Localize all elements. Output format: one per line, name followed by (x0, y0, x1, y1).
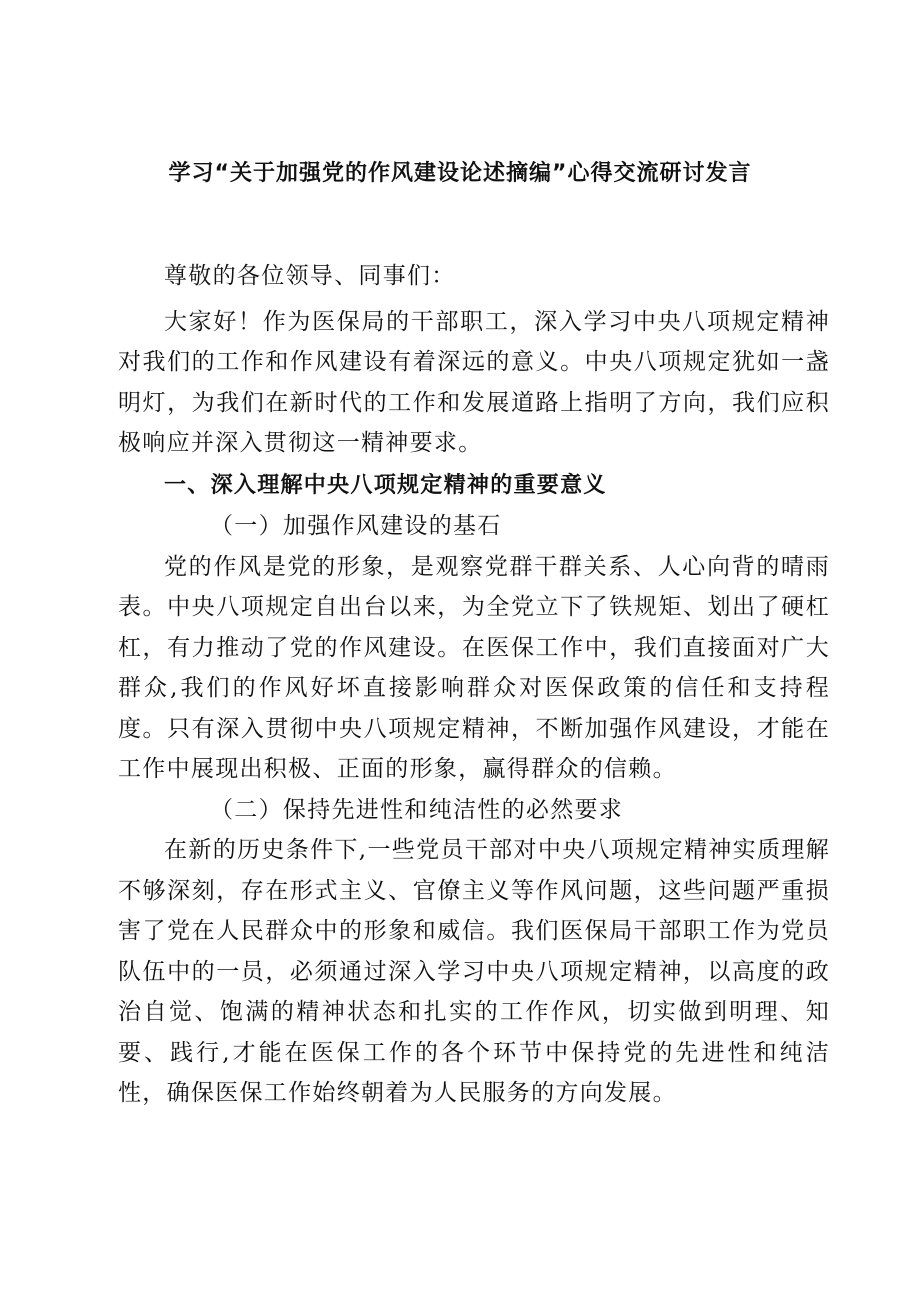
section-heading-1: 一、深入理解中央八项规定精神的重要意义 (164, 472, 607, 498)
subsection-heading-1: （一）加强作风建设的基石 (210, 513, 502, 539)
salutation: 尊敬的各位领导、同事们： (164, 263, 456, 289)
subsection-heading-2: （二）保持先进性和纯洁性的必然要求 (210, 796, 624, 823)
page-title: 学习“关于加强党的作风建设论述摘编”心得交流研讨发言 (168, 161, 752, 186)
document-body (118, 256, 830, 1114)
intro-paragraph: 大家好！作为医保局的干部职工，深入学习中央八项规定精神对我们的工作和作风建设有着深远的意义。中央八项规定犹如一盏明灯，为我们在新时代的工作和发展道路上指明了方向，我们应积极响应并深入贯彻这一精神要求。 (118, 308, 830, 456)
subsection-body-1: 党的作风是党的形象，是观察党群干群关系、人心向背的晴雨表。中央八项规定自出台以来，为全党立下了铁规矩、划出了硬杠杠，有力推动了党的作风建设。在医保工作中，我们直接面对广大群众,我们的作风好坏直接影响群众对医保政策的信任和支持程度。只有深入贯彻中央八项规定精神，不断加强作风建设，才能在工作中展现出积极、正面的形象，赢得群众的信赖。 (118, 553, 830, 782)
subsection-body-2: 在新的历史条件下,一些党员干部对中央八项规定精神实质理解不够深刻，存在形式主义、官僚主义等作风问题，这些问题严重损害了党在人民群众中的形象和威信。我们医保局干部职工作为党员队伍中的一员，必须通过深入学习中央八项规定精神，以高度的政治自觉、饱满的精神状态和扎实的工作作风，切实做到明理、知要、践行,才能在医保工作的各个环节中保持党的先进性和纯洁性，确保医保工作始终朝着为人民服务的方向发展。 (118, 837, 830, 1106)
